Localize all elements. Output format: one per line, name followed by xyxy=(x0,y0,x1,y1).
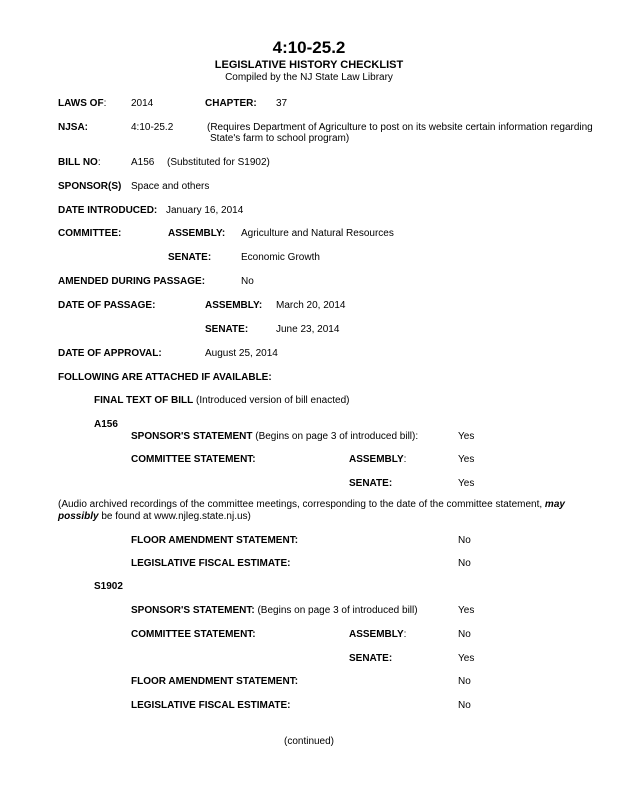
s1902-fiscal-value: No xyxy=(458,700,471,711)
committee-label: COMMITTEE: xyxy=(58,228,122,239)
sponsors-label: SPONSOR(S) xyxy=(58,181,122,192)
njsa-label: NJSA: xyxy=(58,122,89,133)
njsa-description-line2: State's farm to school program) xyxy=(210,133,350,144)
attached-heading: FOLLOWING ARE ATTACHED IF AVAILABLE: xyxy=(58,372,272,383)
sponsors-value: Space and others xyxy=(131,181,210,192)
passage-label: DATE OF PASSAGE: xyxy=(58,300,156,311)
committee-senate-value: Economic Growth xyxy=(241,252,320,263)
amended-value: No xyxy=(241,276,254,287)
committee-assembly-value: Agriculture and Natural Resources xyxy=(241,228,394,239)
chapter-value: 37 xyxy=(276,98,288,109)
a156-assembly-label: ASSEMBLY: xyxy=(349,454,407,465)
approval-value: August 25, 2014 xyxy=(205,348,278,359)
passage-senate-value: June 23, 2014 xyxy=(276,324,340,335)
a156-floor-value: No xyxy=(458,535,471,546)
passage-assembly-value: March 20, 2014 xyxy=(276,300,346,311)
njsa-value: 4:10-25.2 xyxy=(131,122,174,133)
s1902-sponsor-statement-value: Yes xyxy=(458,605,475,616)
a156-sponsor-statement: SPONSOR'S STATEMENT (Begins on page 3 of introduced bill): xyxy=(131,431,419,442)
s1902-floor-value: No xyxy=(458,676,471,687)
s1902-sponsor-statement: SPONSOR'S STATEMENT: (Begins on page 3 of introduced bill) xyxy=(131,605,418,616)
checklist-title: LEGISLATIVE HISTORY CHECKLIST xyxy=(214,59,404,71)
audio-note: (Audio archived recordings of the committee meetings, corresponding to the date of the committee statement, may possibly be found at www.njleg.state.nj.us) xyxy=(58,499,565,522)
s1902-assembly-label: ASSEMBLY: xyxy=(349,629,407,640)
bill-no-value: A156 xyxy=(131,157,155,168)
s1902-fiscal-label: LEGISLATIVE FISCAL ESTIMATE: xyxy=(131,700,291,711)
s1902-label: S1902 xyxy=(94,581,123,592)
bill-no-label: BILL NO: xyxy=(58,157,101,168)
final-text-line: FINAL TEXT OF BILL (Introduced version of bill enacted) xyxy=(94,395,350,406)
passage-assembly-label: ASSEMBLY: xyxy=(205,300,263,311)
chapter-label: CHAPTER: xyxy=(205,98,257,109)
passage-senate-label: SENATE: xyxy=(205,324,249,335)
a156-senate-value: Yes xyxy=(458,478,475,489)
committee-senate-label: SENATE: xyxy=(168,252,212,263)
a156-committee-label: COMMITTEE STATEMENT: xyxy=(131,454,256,465)
approval-label: DATE OF APPROVAL: xyxy=(58,348,162,359)
a156-floor-label: FLOOR AMENDMENT STATEMENT: xyxy=(131,535,299,546)
compiled-by: Compiled by the NJ State Law Library xyxy=(225,72,393,83)
s1902-committee-label: COMMITTEE STATEMENT: xyxy=(131,629,256,640)
a156-fiscal-label: LEGISLATIVE FISCAL ESTIMATE: xyxy=(131,558,291,569)
laws-of-value: 2014 xyxy=(131,98,154,109)
a156-label: A156 xyxy=(94,419,118,430)
date-introduced-value: January 16, 2014 xyxy=(166,205,244,216)
committee-assembly-label: ASSEMBLY: xyxy=(168,228,226,239)
continued-note: (continued) xyxy=(283,736,335,747)
citation-title: 4:10-25.2 xyxy=(272,38,346,57)
s1902-assembly-value: No xyxy=(458,629,471,640)
laws-of-label: LAWS OF: xyxy=(58,98,107,109)
date-introduced-label: DATE INTRODUCED: xyxy=(58,205,158,216)
a156-fiscal-value: No xyxy=(458,558,471,569)
a156-assembly-value: Yes xyxy=(458,454,475,465)
s1902-senate-label: SENATE: xyxy=(349,653,393,664)
s1902-floor-label: FLOOR AMENDMENT STATEMENT: xyxy=(131,676,299,687)
a156-senate-label: SENATE: xyxy=(349,478,393,489)
a156-sponsor-statement-value: Yes xyxy=(458,431,475,442)
amended-label: AMENDED DURING PASSAGE: xyxy=(58,276,206,287)
s1902-senate-value: Yes xyxy=(458,653,475,664)
bill-no-note: (Substituted for S1902) xyxy=(167,157,270,168)
njsa-description-line1: (Requires Department of Agriculture to post on its website certain information regarding xyxy=(207,122,593,133)
